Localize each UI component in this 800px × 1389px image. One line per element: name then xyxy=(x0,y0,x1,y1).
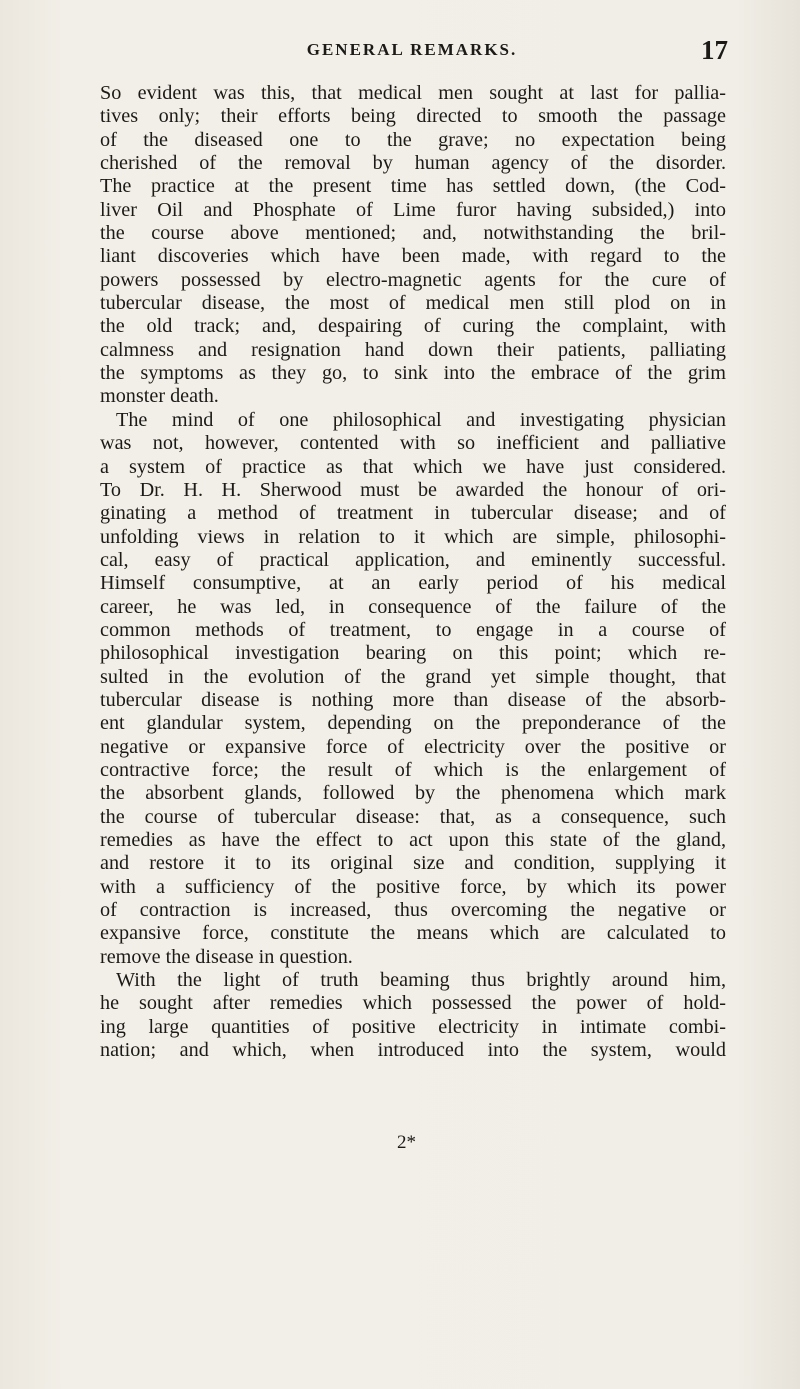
text-line: and restore it to its original size and condition, supplying it xyxy=(100,852,726,875)
running-title: GENERAL REMARKS. xyxy=(306,40,518,59)
text-line: of contraction is increased, thus overcoming the negative or xyxy=(100,899,726,922)
text-line: a system of practice as that which we have just considered. xyxy=(100,455,726,478)
text-line: philosophical investigation bearing on this point; which re- xyxy=(100,642,726,665)
text-line: the old track; and, despairing of curing the complaint, with xyxy=(100,315,726,338)
paragraph-end-line: remove the disease in question. xyxy=(100,945,353,968)
text-line: cherished of the removal by human agency of the disorder. xyxy=(100,152,726,175)
text-line: tubercular disease, the most of medical men still plod on in xyxy=(100,292,726,315)
text-line: unfolding views in relation to it which are simple, philosophi- xyxy=(100,525,726,548)
text-line: ginating a method of treatment in tubercular disease; and of xyxy=(100,502,726,525)
text-line: with a sufficiency of the positive force, by which its power xyxy=(100,875,726,898)
text-line: liver Oil and Phosphate of Lime furor having subsided,) into xyxy=(100,198,726,221)
text-line: the symptoms as they go, to sink into the embrace of the grim xyxy=(100,362,726,385)
page-number: 17 xyxy=(701,35,728,65)
body-text xyxy=(100,82,726,1062)
text-line: contractive force; the result of which is the enlargement of xyxy=(100,758,726,781)
text-line: the absorbent glands, followed by the phenomena which mark xyxy=(100,782,726,805)
text-line: the course of tubercular disease: that, as a consequence, such xyxy=(100,805,726,828)
paragraph-end-line: monster death. xyxy=(100,385,219,408)
text-line: To Dr. H. H. Sherwood must be awarded the honour of ori- xyxy=(100,478,726,501)
text-line: The practice at the present time has settled down, (the Cod- xyxy=(100,175,726,198)
text-line: sulted in the evolution of the grand yet simple thought, that xyxy=(100,665,726,688)
text-line: was not, however, contented with so inefficient and palliative xyxy=(100,432,726,455)
text-line: common methods of treatment, to engage in a course of xyxy=(100,618,726,641)
text-line: calmness and resignation hand down their patients, palliating xyxy=(100,338,726,361)
text-line: Himself consumptive, at an early period of his medical xyxy=(100,572,726,595)
paragraph-start-line: With the light of truth beaming thus brightly around him, xyxy=(116,969,726,992)
text-line: tives only; their efforts being directed to smooth the passage xyxy=(100,105,726,128)
text-line: he sought after remedies which possessed the power of hold- xyxy=(100,992,726,1015)
text-line: ing large quantities of positive electricity in intimate combi- xyxy=(100,1015,726,1038)
text-line: remedies as have the effect to act upon this state of the gland, xyxy=(100,829,726,851)
text-line: tubercular disease is nothing more than disease of the absorb- xyxy=(100,688,726,711)
text-line: powers possessed by electro-magnetic agents for the cure of xyxy=(100,268,726,291)
text-line: expansive force, constitute the means which are calculated to xyxy=(100,922,726,945)
text-line: the course above mentioned; and, notwithstanding the bril- xyxy=(100,222,726,245)
paragraph-start-line: The mind of one philosophical and investigating physician xyxy=(116,408,726,431)
text-line: liant discoveries which have been made, with regard to the xyxy=(100,245,726,268)
text-line: ent glandular system, depending on the preponderance of the xyxy=(100,712,726,735)
signature-mark: 2* xyxy=(397,1132,416,1153)
text-line: cal, easy of practical application, and eminently successful. xyxy=(100,548,726,571)
text-line: nation; and which, when introduced into the system, would xyxy=(100,1039,726,1062)
text-line: of the diseased one to the grave; no expectation being xyxy=(100,128,726,151)
text-line: career, he was led, in consequence of the failure of the xyxy=(100,595,726,618)
text-line: So evident was this, that medical men sought at last for pallia- xyxy=(100,82,726,104)
text-line: negative or expansive force of electricity over the positive or xyxy=(100,735,726,758)
running-head xyxy=(96,35,728,74)
